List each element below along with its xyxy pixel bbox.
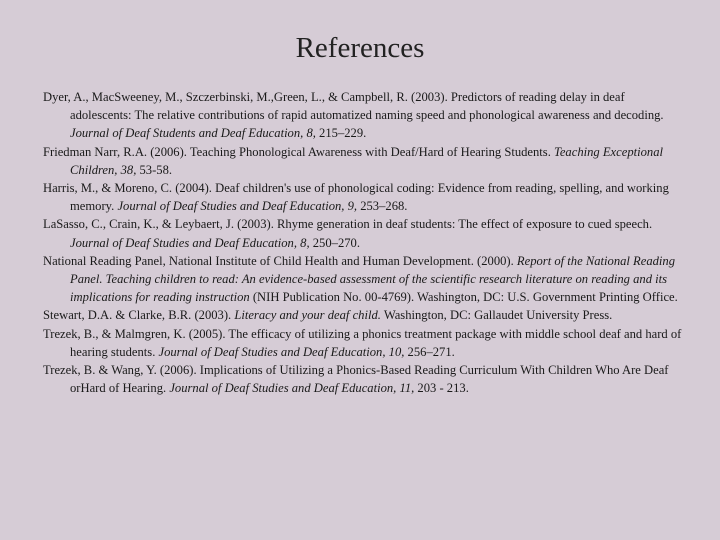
reference-pages: 53-58.: [136, 162, 173, 177]
reference-dyer: [43, 88, 683, 143]
reference-source: Journal of Deaf Studies and Deaf Education, 10,: [158, 344, 405, 359]
reference-source-continued: Panel. Teaching children to read: An evidence-based assessment of the scientific research literature on reading and its implications for reading instruction: [70, 272, 668, 305]
reference-text: Stewart, D.A. & Clarke, B.R. (2003).: [43, 308, 235, 323]
reference-text: Trezek, B., & Malmgren, K. (2005). The efficacy of utilizing a phonics treatment package with middle school deaf and hard of hearing students.: [43, 326, 682, 359]
reference-nrp: [43, 252, 683, 307]
reference-source: Literacy and your deaf child.: [234, 308, 381, 323]
reference-text: Trezek, B. & Wang, Y. (2006). Implications of Utilizing a Phonics-Based Reading Curriculum With Children Who Are Deaf orHard of Hearing.: [43, 363, 669, 396]
references-list: [43, 88, 683, 397]
reference-lasasso: [43, 215, 683, 251]
reference-text: National Reading Panel, National Institute of Child Health and Human Development. (2000).: [43, 253, 517, 268]
reference-text: Friedman Narr, R.A. (2006). Teaching Phonological Awareness with Deaf/Hard of Hearing Students.: [43, 144, 554, 159]
reference-trezek-2005: [43, 325, 683, 361]
reference-friedman: [43, 143, 683, 179]
reference-pages: 256–271.: [404, 344, 455, 359]
reference-text: LaSasso, C., Crain, K., & Leybaert, J. (2003). Rhyme generation in deaf students: The effect of exposure to cued speech.: [43, 217, 653, 232]
page-title: References: [295, 32, 425, 64]
reference-pages: (NIH Publication No. 00-4769). Washington, DC: U.S. Government Printing Office.: [249, 290, 678, 305]
reference-source: Report of the National Reading: [516, 253, 676, 268]
reference-source: Journal of Deaf Studies and Deaf Education, 9,: [117, 199, 358, 214]
reference-pages: 215–229.: [315, 126, 367, 141]
reference-pages: 253–268.: [357, 199, 408, 214]
reference-pages: 203 - 213.: [414, 381, 469, 396]
reference-pages: 250–270.: [309, 235, 360, 250]
reference-source: Journal of Deaf Students and Deaf Education, 8,: [70, 126, 316, 141]
reference-stewart: [43, 306, 683, 324]
reference-source: Teaching Exceptional Children, 38,: [70, 144, 664, 177]
reference-source: Journal of Deaf Studies and Deaf Education, 11,: [169, 381, 415, 396]
reference-text: Dyer, A., MacSweeney, M., Szczerbinski, M.,Green, L., & Campbell, R. (2003). Predictors of reading delay in deaf adolescents: The relative contributions of rapid automatized naming speed and phonological awareness and decoding.: [43, 90, 664, 123]
reference-text: Harris, M., & Moreno, C. (2004). Deaf children's use of phonological coding: Evidence from reading, spelling, and working memory.: [43, 181, 669, 214]
reference-pages: Washington, DC: Gallaudet University Press.: [380, 308, 613, 323]
reference-harris: [43, 179, 683, 215]
reference-source: Journal of Deaf Studies and Deaf Education, 8,: [70, 235, 310, 250]
reference-trezek-2006: [43, 361, 683, 397]
